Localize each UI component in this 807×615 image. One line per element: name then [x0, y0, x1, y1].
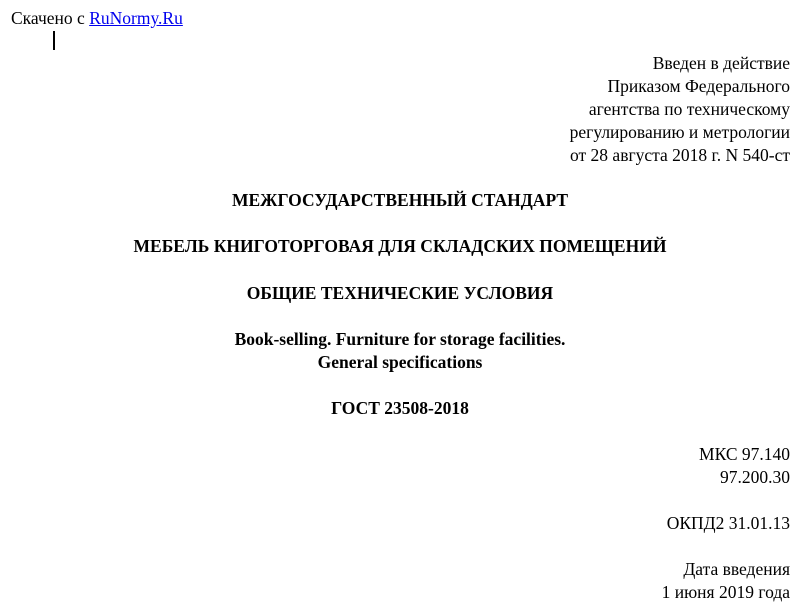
- mks-code-1: МКС 97.140: [699, 444, 790, 464]
- approval-line-2: Приказом Федерального: [607, 76, 790, 96]
- standard-type: МЕЖГОСУДАРСТВЕННЫЙ СТАНДАРТ: [231, 190, 569, 210]
- effective-label: Дата введения: [683, 559, 790, 579]
- standard-title-ru: МЕБЕЛЬ КНИГОТОРГОВАЯ ДЛЯ СКЛАДСКИХ ПОМЕЩЕНИЙ: [133, 236, 667, 256]
- approval-line-3: агентства по техническому: [588, 99, 790, 119]
- standard-designation: ГОСТ 23508-2018: [331, 398, 469, 418]
- standard-subtitle-ru: ОБЩИЕ ТЕХНИЧЕСКИЕ УСЛОВИЯ: [246, 283, 554, 303]
- effective-date: 1 июня 2019 года: [661, 582, 790, 602]
- source-prefix: Скачено с: [11, 8, 85, 28]
- mks-code-2: 97.200.30: [720, 467, 790, 487]
- text-cursor: [53, 31, 55, 50]
- approval-line-4: регулированию и метрологии: [569, 122, 790, 142]
- approval-line-5: от 28 августа 2018 г. N 540-ст: [570, 145, 790, 165]
- standard-title-en-1: Book-selling. Furniture for storage facilities.: [234, 329, 566, 349]
- okpd2-code: ОКПД2 31.01.13: [666, 513, 790, 533]
- approval-line-1: Введен в действие: [652, 53, 790, 73]
- standard-title-en-2: General specifications: [317, 352, 483, 372]
- source-line: [11, 7, 183, 29]
- source-link[interactable]: RuNormy.Ru: [89, 8, 183, 28]
